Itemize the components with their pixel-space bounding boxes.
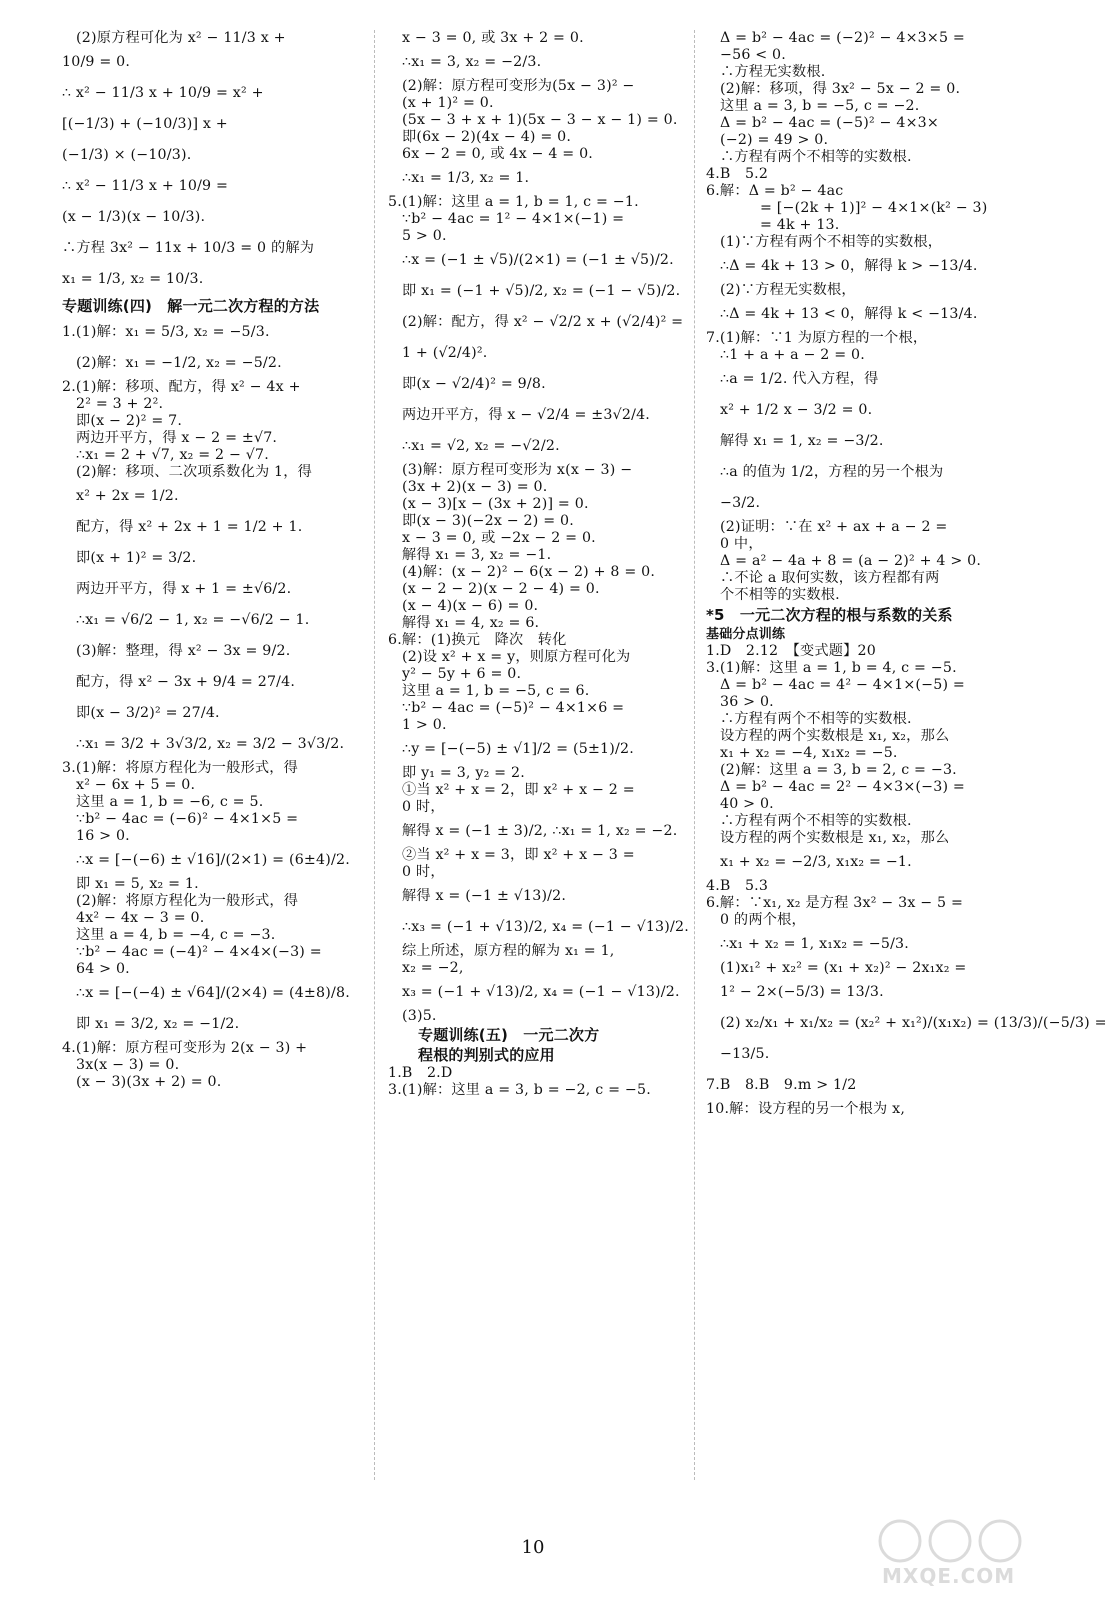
- answer-line: ∴方程有两个不相等的实数根.: [720, 813, 912, 829]
- answer-line: −13/5.: [720, 1046, 770, 1062]
- answer-line: 6.解：(1)换元 降次 转化: [388, 632, 567, 648]
- answer-line: (2)解：移项，得 3x² − 5x − 2 = 0.: [720, 81, 961, 97]
- answer-line: Δ = b² − 4ac = 2² − 4×3×(−3) =: [720, 779, 965, 795]
- answer-line: x − 3 = 0, 或 3x + 2 = 0.: [402, 30, 584, 46]
- answer-line: (x − 3)(3x + 2) = 0.: [76, 1074, 222, 1090]
- answer-line: (4)解：(x − 2)² − 6(x − 2) + 8 = 0.: [402, 564, 656, 580]
- answer-line: 即(x + 1)² = 3/2.: [76, 550, 197, 566]
- answer-column-middle: [388, 30, 688, 1099]
- answer-column-right: [706, 30, 1107, 1118]
- answer-line: (3x + 2)(x − 3) = 0.: [402, 479, 548, 495]
- answer-line: (x − 1/3)(x − 10/3).: [62, 209, 206, 225]
- answer-line: 3x(x − 3) = 0.: [76, 1057, 180, 1073]
- answer-line: 2.(1)解：移项、配方，得 x² − 4x +: [62, 379, 301, 395]
- answer-line: 即 y₁ = 3, y₂ = 2.: [402, 765, 525, 781]
- answer-line: 综上所述，原方程的解为 x₁ = 1,: [402, 943, 615, 959]
- answer-line: (2)解：x₁ = −1/2, x₂ = −5/2.: [76, 355, 282, 371]
- answer-line: ∴ x² − 11/3 x + 10/9 = x² +: [62, 85, 264, 101]
- answer-line: 基础分点训练: [706, 627, 786, 642]
- answer-line: 这里 a = 1, b = −6, c = 5.: [76, 794, 264, 810]
- answer-line: Δ = b² − 4ac = (−2)² − 4×3×5 =: [720, 30, 965, 46]
- answer-line: 1.D 2.12 【变式题】20: [706, 643, 876, 659]
- column-divider-1: [374, 30, 375, 1480]
- answer-line: 这里 a = 4, b = −4, c = −3.: [76, 927, 276, 943]
- answer-line: 3.(1)解：将原方程化为一般形式，得: [62, 760, 299, 776]
- answer-line: 4.B 5.3: [706, 878, 769, 894]
- answer-line: x² − 6x + 5 = 0.: [76, 777, 196, 793]
- answer-line: ∴x₁ = 3/2 + 3√3/2, x₂ = 3/2 − 3√3/2.: [76, 736, 345, 752]
- answer-line: (2)解：将原方程化为一般形式，得: [76, 893, 299, 909]
- answer-line: 即 x₁ = 5, x₂ = 1.: [76, 876, 199, 892]
- answer-line: x₁ = 1/3, x₂ = 10/3.: [62, 271, 204, 287]
- answer-line: −3/2.: [720, 495, 761, 511]
- answer-line: ∵b² − 4ac = (−6)² − 4×1×5 =: [76, 811, 299, 827]
- answer-line: ①当 x² + x = 2，即 x² + x − 2 =: [402, 782, 635, 798]
- answer-line: 配方，得 x² − 3x + 9/4 = 27/4.: [76, 674, 296, 690]
- answer-line: 10.解：设方程的另一个根为 x,: [706, 1101, 906, 1117]
- answer-line: ∴x₁ + x₂ = 1, x₁x₂ = −5/3.: [720, 936, 909, 952]
- answer-line: (2)解：原方程可变形为(5x − 3)² −: [402, 78, 635, 94]
- answer-line: x₃ = (−1 + √13)/2, x₄ = (−1 − √13)/2.: [402, 984, 680, 1000]
- answer-line: 这里 a = 1, b = −5, c = 6.: [402, 683, 590, 699]
- answer-line: ∵b² − 4ac = (−4)² − 4×4×(−3) =: [76, 944, 322, 960]
- answer-line: 即 x₁ = 3/2, x₂ = −1/2.: [76, 1016, 240, 1032]
- answer-line: −56 < 0.: [720, 47, 786, 63]
- answer-line: (2)原方程可化为 x² − 11/3 x +: [76, 30, 286, 46]
- answer-line: ∴方程有两个不相等的实数根.: [720, 149, 912, 165]
- answer-line: 3.(1)解：这里 a = 1, b = 4, c = −5.: [706, 660, 957, 676]
- answer-line: 64 > 0.: [76, 961, 130, 977]
- answer-line: 解得 x₁ = 1, x₂ = −3/2.: [720, 433, 884, 449]
- answer-line: (−1/3) × (−10/3).: [62, 147, 192, 163]
- watermark-logo-icon: [870, 1518, 1040, 1564]
- answer-line: 即(x − 3/2)² = 27/4.: [76, 705, 220, 721]
- answer-column-left: [62, 30, 362, 1091]
- answer-line: 解得 x = (−1 ± 3)/2, ∴x₁ = 1, x₂ = −2.: [402, 823, 678, 839]
- page-number: 10: [521, 1537, 545, 1558]
- answer-line: 5 > 0.: [402, 228, 447, 244]
- answer-line: 40 > 0.: [720, 796, 774, 812]
- answer-line: (2)解：这里 a = 3, b = 2, c = −3.: [720, 762, 957, 778]
- answer-line: ∴不论 a 取何实数，该方程都有两: [720, 570, 940, 586]
- section-heading: 专题训练(四) 解一元二次方程的方法: [62, 297, 320, 315]
- answer-line: ∴x₁ = 2 + √7, x₂ = 2 − √7.: [76, 447, 269, 463]
- answer-line: (2)∵方程无实数根，: [720, 282, 856, 298]
- answer-line: x − 3 = 0, 或 −2x − 2 = 0.: [402, 530, 596, 546]
- answer-line: 即(6x − 2)(4x − 4) = 0.: [402, 129, 572, 145]
- answer-line: ∴Δ = 4k + 13 > 0，解得 k > −13/4.: [720, 258, 978, 274]
- answer-line: ∵b² − 4ac = 1² − 4×1×(−1) =: [402, 211, 625, 227]
- answer-line: 4.B 5.2: [706, 166, 769, 182]
- answer-line: 两边开平方，得 x − √2/4 = ±3√2/4.: [402, 407, 651, 423]
- answer-line: 两边开平方，得 x + 1 = ±√6/2.: [76, 581, 292, 597]
- answer-line: (−2) = 49 > 0.: [720, 132, 829, 148]
- answer-line: (2)设 x² + x = y，则原方程可化为: [402, 649, 631, 665]
- answer-line: 0 时，: [402, 864, 445, 880]
- answer-line: 7.B 8.B 9.m > 1/2: [706, 1077, 857, 1093]
- answer-line: ∵b² − 4ac = (−5)² − 4×1×6 =: [402, 700, 625, 716]
- answer-line: (x + 1)² = 0.: [402, 95, 494, 111]
- answer-line: (x − 4)(x − 6) = 0.: [402, 598, 539, 614]
- answer-line: 即(x − 2)² = 7.: [76, 413, 183, 429]
- answer-line: ∴x = [−(−6) ± √16]/(2×1) = (6±4)/2.: [76, 852, 350, 868]
- answer-line: ∴a 的值为 1/2，方程的另一个根为: [720, 464, 944, 480]
- answer-line: (3)解：整理，得 x² − 3x = 9/2.: [76, 643, 291, 659]
- answer-line: (x − 3)[x − (3x + 2)] = 0.: [402, 496, 589, 512]
- answer-line: x₂ = −2,: [402, 960, 464, 976]
- answer-line: ②当 x² + x = 3，即 x² + x − 3 =: [402, 847, 635, 863]
- answer-line: 4.(1)解：原方程可变形为 2(x − 3) +: [62, 1040, 308, 1056]
- answer-line: 解得 x₁ = 3, x₂ = −1.: [402, 547, 552, 563]
- answer-line: ∴y = [−(−5) ± √1]/2 = (5±1)/2.: [402, 741, 634, 757]
- answer-line: 这里 a = 3, b = −5, c = −2.: [720, 98, 920, 114]
- answer-line: 1.B 2.D: [388, 1065, 453, 1081]
- answer-line: y² − 5y + 6 = 0.: [402, 666, 522, 682]
- answer-line: ∴x₁ = 3, x₂ = −2/3.: [402, 54, 542, 70]
- watermark: [870, 1518, 1040, 1588]
- answer-line: 即 x₁ = (−1 + √5)/2, x₂ = (−1 − √5)/2.: [402, 283, 681, 299]
- answer-line: 6.解：∵x₁, x₂ 是方程 3x² − 3x − 5 =: [706, 895, 964, 911]
- answer-line: 0 时，: [402, 799, 445, 815]
- answer-line: ∴x₁ = √2, x₂ = −√2/2.: [402, 438, 560, 454]
- answer-line: 两边开平方，得 x − 2 = ±√7.: [76, 430, 278, 446]
- answer-line: 5.(1)解：这里 a = 1, b = 1, c = −1.: [388, 194, 639, 210]
- answer-line: ∴x = [−(−4) ± √64]/(2×4) = (4±8)/8.: [76, 985, 350, 1001]
- answer-line: 3.(1)解：这里 a = 3, b = −2, c = −5.: [388, 1082, 651, 1098]
- answer-line: = 4k + 13.: [760, 217, 840, 233]
- answer-line: ∴Δ = 4k + 13 < 0，解得 k < −13/4.: [720, 306, 978, 322]
- section-heading: 程根的判别式的应用: [418, 1046, 555, 1064]
- answer-line: x² + 2x = 1/2.: [76, 488, 179, 504]
- answer-line: Δ = a² − 4a + 8 = (a − 2)² + 4 > 0.: [720, 553, 982, 569]
- answer-line: x² + 1/2 x − 3/2 = 0.: [720, 402, 873, 418]
- answer-line: 1² − 2×(−5/3) = 13/3.: [720, 984, 884, 1000]
- answer-line: 0 中，: [720, 536, 763, 552]
- answer-line: 即(x − √2/4)² = 9/8.: [402, 376, 546, 392]
- answer-line: 36 > 0.: [720, 694, 774, 710]
- answer-line: 2² = 3 + 2².: [76, 396, 164, 412]
- answer-line: 4x² − 4x − 3 = 0.: [76, 910, 205, 926]
- answer-line: ∴1 + a + a − 2 = 0.: [720, 347, 865, 363]
- answer-line: (5x − 3 + x + 1)(5x − 3 − x − 1) = 0.: [402, 112, 678, 128]
- answer-line: ∴方程有两个不相等的实数根.: [720, 711, 912, 727]
- answer-line: 解得 x₁ = 4, x₂ = 6.: [402, 615, 540, 631]
- answer-line: 配方，得 x² + 2x + 1 = 1/2 + 1.: [76, 519, 303, 535]
- answer-line: (2) x₂/x₁ + x₁/x₂ = (x₂² + x₁²)/(x₁x₂) = (13/3)/(−5/3) =: [720, 1015, 1107, 1031]
- answer-line: ∴x = (−1 ± √5)/(2×1) = (−1 ± √5)/2.: [402, 252, 674, 268]
- answer-line: 7.(1)解：∵1 为原方程的一个根，: [706, 330, 928, 346]
- answer-line: 10/9 = 0.: [62, 54, 131, 70]
- answer-line: 1.(1)解：x₁ = 5/3, x₂ = −5/3.: [62, 324, 270, 340]
- answer-line: (2)证明：∵在 x² + ax + a − 2 =: [720, 519, 948, 535]
- answer-line: 个不相等的实数根.: [720, 587, 840, 603]
- column-divider-2: [694, 30, 695, 1480]
- answer-line: 0 的两个根，: [720, 912, 806, 928]
- answer-line: (3)解：原方程可变形为 x(x − 3) −: [402, 462, 633, 478]
- answer-line: ∴方程 3x² − 11x + 10/3 = 0 的解为: [62, 240, 315, 256]
- answer-line: [(−1/3) + (−10/3)] x +: [62, 116, 228, 132]
- answer-line: Δ = b² − 4ac = 4² − 4×1×(−5) =: [720, 677, 965, 693]
- answer-line: = [−(2k + 1)]² − 4×1×(k² − 3): [760, 200, 988, 216]
- answer-line: (1)∵方程有两个不相等的实数根，: [720, 234, 943, 250]
- answer-line: 6.解：Δ = b² − 4ac: [706, 183, 844, 199]
- answer-line: ∴a = 1/2. 代入方程，得: [720, 371, 879, 387]
- section-heading: *5 一元二次方程的根与系数的关系: [706, 606, 953, 624]
- answer-line: 即(x − 3)(−2x − 2) = 0.: [402, 513, 574, 529]
- answer-line: (2)解：移项、二次项系数化为 1，得: [76, 464, 313, 480]
- answer-line: Δ = b² − 4ac = (−5)² − 4×3×: [720, 115, 939, 131]
- answer-line: ∴方程无实数根.: [720, 64, 826, 80]
- answer-line: 16 > 0.: [76, 828, 130, 844]
- answer-line: ∴x₁ = √6/2 − 1, x₂ = −√6/2 − 1.: [76, 612, 310, 628]
- answer-line: 设方程的两个实数根是 x₁, x₂，那么: [720, 728, 950, 744]
- section-heading: 专题训练(五) 一元二次方: [418, 1026, 600, 1044]
- answer-line: (3)5.: [402, 1008, 437, 1024]
- answer-line: (1)x₁² + x₂² = (x₁ + x₂)² − 2x₁x₂ =: [720, 960, 967, 976]
- answer-line: ∴ x² − 11/3 x + 10/9 =: [62, 178, 229, 194]
- answer-line: x₁ + x₂ = −4, x₁x₂ = −5.: [720, 745, 898, 761]
- answer-line: 1 > 0.: [402, 717, 447, 733]
- watermark-text: MXQE.COM: [882, 1564, 1016, 1588]
- answer-line: ∴x₃ = (−1 + √13)/2, x₄ = (−1 − √13)/2.: [402, 919, 689, 935]
- answer-line: (x − 2 − 2)(x − 2 − 4) = 0.: [402, 581, 600, 597]
- answer-line: (2)解：配方，得 x² − √2/2 x + (√2/4)² =: [402, 314, 684, 330]
- answer-line: 解得 x = (−1 ± √13)/2.: [402, 888, 567, 904]
- answer-line: 6x − 2 = 0, 或 4x − 4 = 0.: [402, 146, 594, 162]
- answer-line: 1 + (√2/4)².: [402, 345, 488, 361]
- answer-line: x₁ + x₂ = −2/3, x₁x₂ = −1.: [720, 854, 912, 870]
- answer-line: 设方程的两个实数根是 x₁, x₂，那么: [720, 830, 950, 846]
- answer-line: ∴x₁ = 1/3, x₂ = 1.: [402, 170, 530, 186]
